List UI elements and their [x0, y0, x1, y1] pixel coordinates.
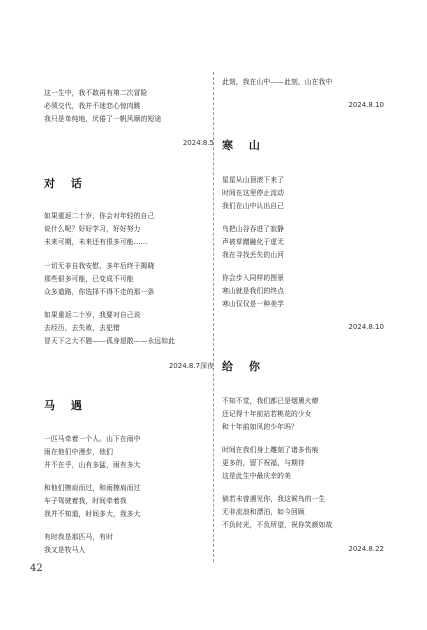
poem-line: 这是此生中最庆幸的美 [222, 472, 291, 480]
poem-line: 雨在他们中漫步，他们 [44, 448, 113, 456]
poem-line: 说什么呢？好好学习，好好努力 [44, 225, 141, 233]
poem-line: 车子驾驶着我，时间牵着我 [44, 497, 127, 505]
poem-title: 给 你 [222, 360, 266, 373]
poem-line: 倘若未曾遇见你，我这候鸟的一生 [222, 495, 326, 503]
poem-line: 如果重返二十岁，你会对年轻的自己 [44, 212, 155, 220]
poem-line: 必须交代，我并不迷恋心惊肉跳 [44, 102, 141, 110]
poem-line: 一匹马牵着一个人。山下在雨中 [44, 435, 141, 443]
poem-line: 一切无非自我安慰，多年后终于揭晓 [44, 262, 155, 270]
poem-date: 2024.8.5 [182, 139, 214, 147]
poem-date: 2024.8.7深夜 [168, 362, 214, 370]
poem-title: 寒 山 [222, 139, 266, 152]
poem-line: 冒天下之大不韪——孤身退散——永远如此 [44, 337, 176, 345]
poem-line: 未来可期，未来还有很多可能…… [44, 238, 148, 246]
page-number: 42 [30, 563, 43, 574]
poem-line: 如果重返二十岁，我要对自己说 [44, 311, 141, 319]
poem-line: 此刻，我在山中——此刻，山在我中 [222, 78, 333, 86]
poem-line: 还记得十年前站若桃花的少女 [222, 410, 312, 418]
poem-line: 星星从山顶滚下来了 [222, 176, 285, 184]
poem-line: 更多的，留下祝福，与期待 [222, 459, 305, 467]
poem-line: 你会步入同样的图景 [222, 274, 285, 282]
poem-line: 鸟把山谷吞进了寂静 [222, 225, 285, 233]
poem-line: 和他们擦肩而过，和雨擦肩而过 [44, 484, 141, 492]
poem-line: 我又是牧马人 [44, 546, 86, 554]
poem-line: 寒山仅仅是一种美学 [222, 300, 285, 308]
poem-line: 时间在我们身上雕刻了诸多伤痕 [222, 446, 319, 454]
poem-line: 和十年前如风的少年吗？ [222, 423, 298, 431]
poem-title: 对 话 [44, 177, 88, 190]
poem-line: 有时我是那匹马，有时 [44, 533, 113, 541]
poem-date: 2024.8.10 [348, 323, 384, 331]
poem-line: 去经历，去失败，去犯错 [44, 324, 120, 332]
poem-date: 2024.8.10 [348, 101, 384, 109]
poem-line: 声被草蹭融化于虚无 [222, 238, 285, 246]
poem-line: 我并不知道，时间多大，我多大 [44, 510, 141, 518]
poem-line: 不知不觉，我们都已是烟熏火燎 [222, 397, 319, 405]
poem-line: 那些很多可能，已变成不可能 [44, 275, 134, 283]
poem-line: 我在寻找丢失的山河 [222, 251, 285, 259]
poem-line: 这一生中，我不敢再有第二次冒险 [44, 89, 148, 97]
poem-line: 不负时光，不负所望，祝你笑颜如故 [222, 521, 333, 529]
poem-line: 寒山就是我们的终点 [222, 287, 285, 295]
poem-line: 时间在这里停止流动 [222, 189, 285, 197]
poem-line: 我只是单纯地，厌倦了一帆风顺的短途 [44, 115, 162, 123]
poem-line: 众多道路，你选择不得不走的那一条 [44, 288, 155, 296]
poem-date: 2024.8.22 [348, 545, 384, 553]
poem-line: 我们在山中认出自己 [222, 202, 285, 210]
poem-line: 并不在乎，山有多猛，雨有多大 [44, 461, 141, 469]
poem-line: 无非流浪和漂泊，如今回顾 [222, 508, 305, 516]
poem-title: 马 遇 [44, 399, 88, 412]
